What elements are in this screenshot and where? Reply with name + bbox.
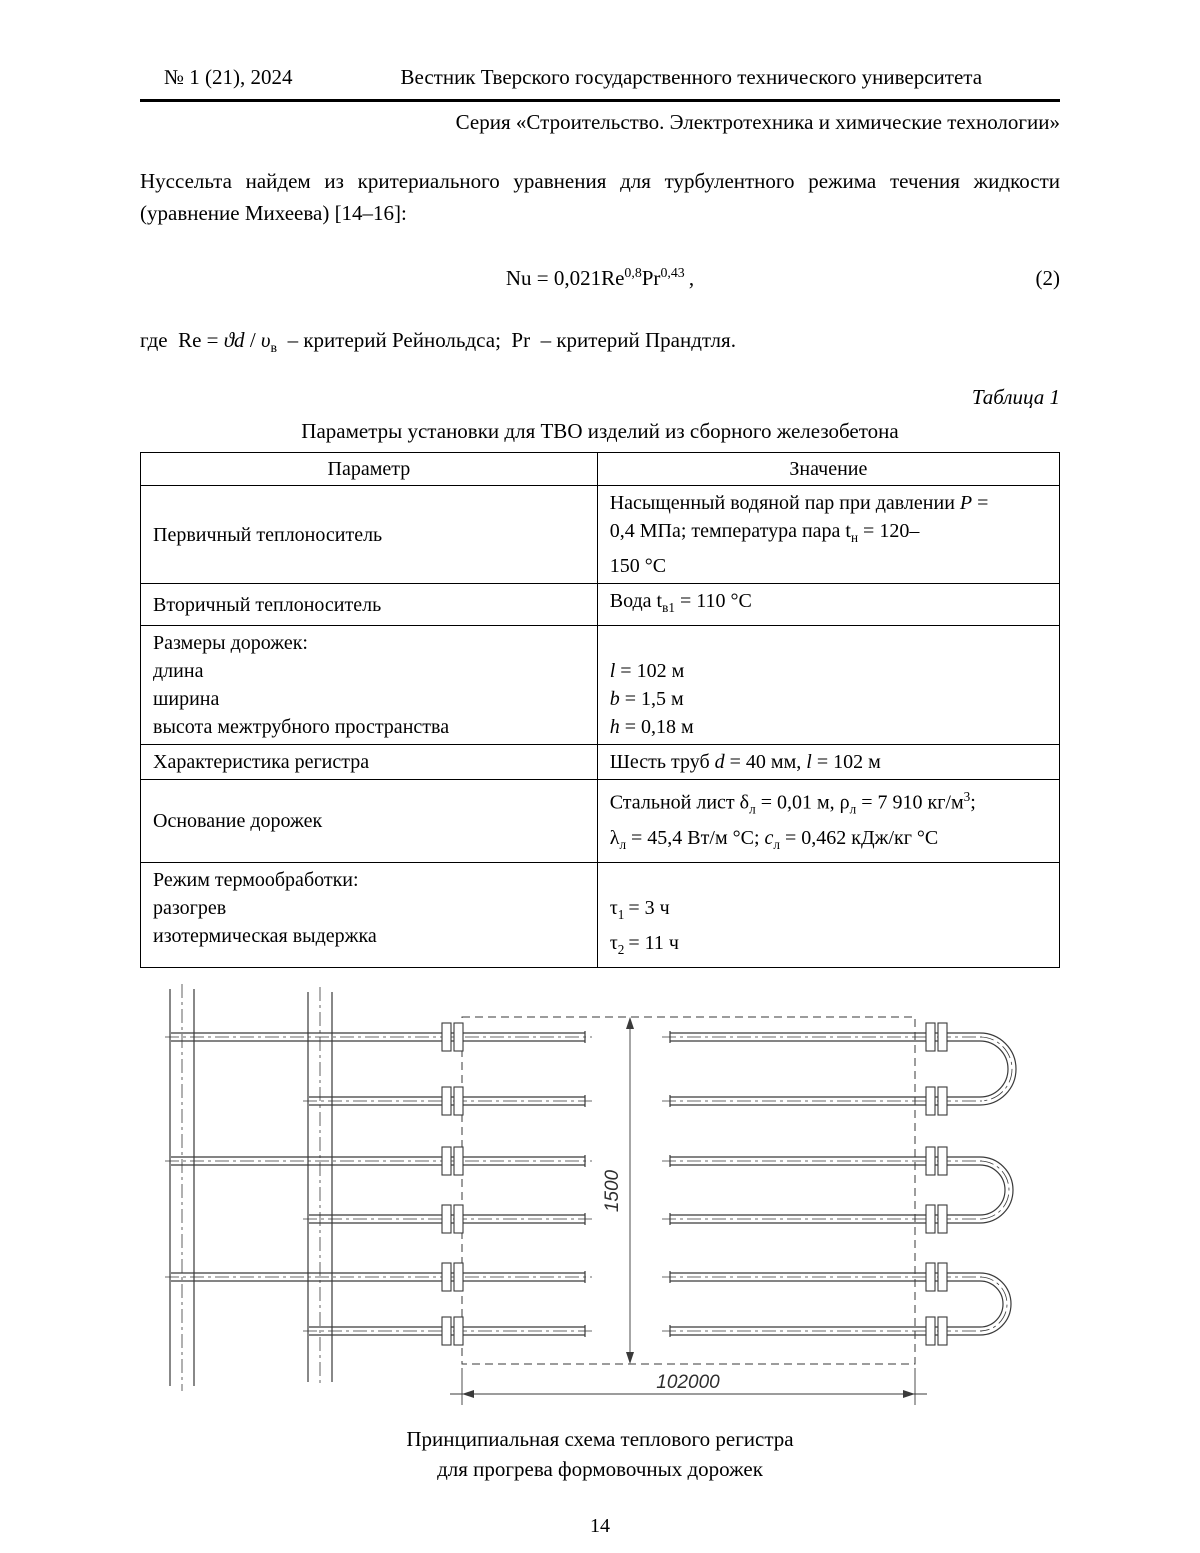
param-cell: Вторичный теплоноситель [141, 584, 598, 626]
param-cell: Первичный теплоноситель [141, 486, 598, 584]
value-cell: Стальной лист $\delta_л = 0,01$ м, $\rho_л = 7$ 910 $кг/м^3$; $\lambda_л = 45,4$ Вт/м °С; $с_л = 0,462$ кДж/кг °С [597, 780, 1059, 863]
col-header-parameter: Параметр [141, 453, 598, 486]
figure-caption-line1: Принципиальная схема теплового регистра [406, 1426, 794, 1451]
col-header-value: Значение [597, 453, 1059, 486]
journal-title: Вестник Тверского государственного технического университета [400, 65, 983, 89]
flange-couplings-right [926, 1023, 947, 1345]
value-cell: l = 102 м b = 1,5 м h = 0,18 м [597, 626, 1059, 745]
value-cell: Насыщенный водяной пар при давлении Р = 0,4 МПа; температура пара $t_н = 120-$ 150 °С [597, 486, 1059, 584]
table-row-secondary-coolant [141, 584, 1060, 626]
header-row [140, 62, 1060, 94]
table-row-track-base [141, 780, 1060, 863]
figure-caption [140, 1424, 1060, 1485]
equation-row [140, 263, 1060, 295]
intro-paragraph: Нуссельта найдем из критериального уравнения для турбулентного режима течения жидкости (уравнение Михеева) [14–16]: [140, 169, 1060, 225]
figure-caption-line2: для прогрева формовочных дорожек [437, 1457, 763, 1482]
table-header-row [141, 453, 1060, 486]
parameters-table [140, 452, 1060, 968]
support-column-left [170, 984, 194, 1391]
param-cell: Режим термообработки: разогрев изотермическая выдержка [141, 863, 598, 968]
table-label: Таблица 1 [971, 385, 1060, 410]
table-caption: Параметры установки для ТВО изделий из сборного железобетона [301, 418, 899, 443]
table-row-track-dimensions [141, 626, 1060, 745]
u-bend-top [980, 1033, 1016, 1105]
param-cell: Размеры дорожек: длина ширина высота межтрубного пространства [141, 626, 598, 745]
value-cell: Вода $t_{в1} = 110$ °С [597, 584, 1059, 626]
flange-couplings-left [442, 1023, 463, 1345]
u-bend-bottom [980, 1273, 1011, 1335]
param-cell: Основание дорожек [141, 780, 598, 863]
page-header [140, 62, 1060, 138]
value-cell: Шесть труб d = 40 мм, l = 102 м [597, 745, 1059, 780]
register-schematic [140, 984, 1060, 1414]
page-number: 14 [590, 1514, 610, 1537]
param-cell: Характеристика регистра [141, 745, 598, 780]
table-row-register-characteristic [141, 745, 1060, 780]
journal-series: Серия «Строительство. Электротехника и химические технологии» [455, 109, 1060, 134]
table-row-treatment-mode [141, 863, 1060, 968]
equation-number: (2) [1035, 266, 1060, 290]
heated-zone-boundary [462, 1017, 915, 1364]
dimension-length [450, 1368, 927, 1405]
header-rule [140, 99, 1060, 102]
where-definitions-line: где $Re = ϑd / \upsilon_в$ – критерий Рейнольдса; Pr – критерий Прандтля. [140, 327, 736, 355]
register-diagram-figure [140, 984, 1060, 1484]
value-cell: $\tau_1 = 3$ ч $\tau_2 = 11$ ч [597, 863, 1059, 968]
dimension-height [602, 1017, 634, 1364]
table-row-primary-coolant [141, 486, 1060, 584]
dimension-height-label: 1500 [602, 1169, 623, 1213]
equation-formula: Nu = 0,021Re$^{0,8}$Pr$^{0,43}$ , [505, 265, 695, 290]
u-bend-middle [980, 1157, 1013, 1223]
feed-pipes [165, 1031, 592, 1337]
issue-number: № 1 (21), 2024 [164, 65, 293, 89]
dimension-length-label: 102000 [656, 1372, 720, 1394]
